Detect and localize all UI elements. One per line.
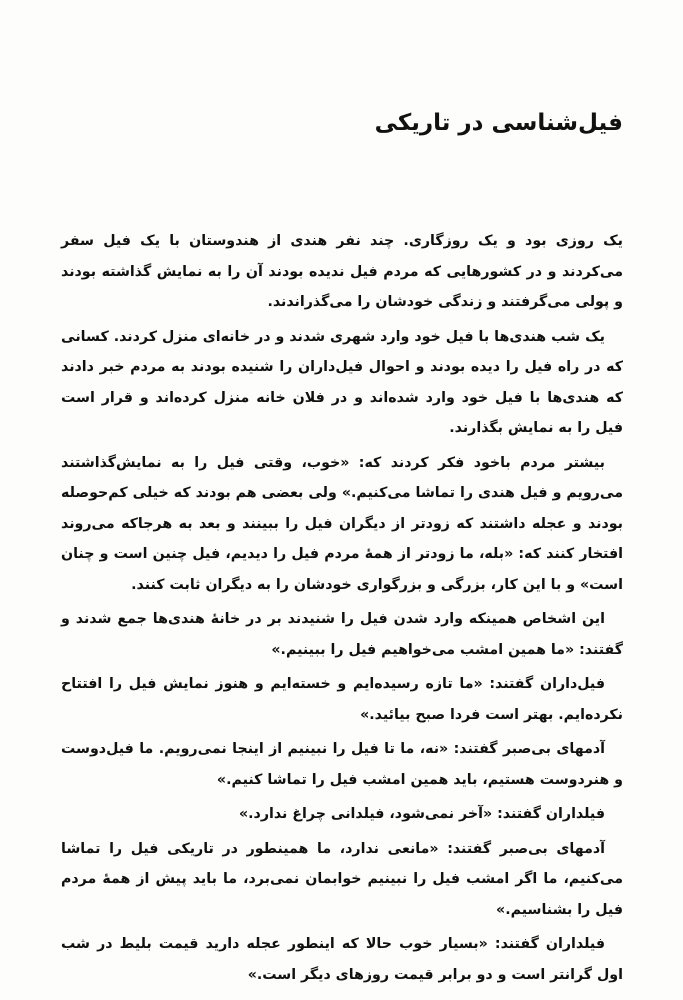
paragraph: آدمهای بی‌صبر گفتند: «مانعی ندارد، ما همینطور در تاریکی فیل را تماشا می‌کنیم، ما اگر امشب فیل را نبینیم خوابمان نمی‌برد، ما باید پیش از همهٔ مردم فیل را بشناسیم.» [61,840,623,918]
story-body [61,226,623,994]
page-title: فیل‌شناسی در تاریکی [374,110,623,136]
paragraph: فیلداران گفتند: «بسیار خوب حالا که اینطور عجله دارید قیمت بلیط در شب اول گرانتر است و دو برابر قیمت روزهای دیگر است.» [61,936,623,983]
paragraph: فیلداران گفتند: «آخر نمی‌شود، فیلدانی چراغ ندارد.» [238,806,605,822]
paragraph: فیل‌داران گفتند: «ما تازه رسیده‌ایم و خسته‌ایم و هنوز نمایش فیل را افتتاح نکرده‌ایم. بهتر است فردا صبح بیائید.» [61,676,623,723]
paragraph: یک شب هندی‌ها با فیل خود وارد شهری شدند و در خانه‌ای منزل کردند. کسانی که در راه فیل را دیده بودند و احوال فیل‌داران را شنیده بودند به مردم خبر دادند که هندی‌ها با فیل خود وارد شده‌اند و در فلان خانه منزل کرده‌اند و قرار است فیل را به نمایش بگذارند. [61,328,623,436]
paragraph: یک روزی بود و یک روزگاری. چند نفر هندی از هندوستان با یک فیل سفر می‌کردند و در کشورهایی که مردم فیل ندیده بودند آن را به نمایش گذاشته بودند و پولی می‌گرفتند و زندگی خودشان را می‌گذراندند. [61,233,623,310]
paragraph: این اشخاص همینکه وارد شدن فیل را شنیدند بر در خانهٔ هندی‌ها جمع شدند و گفتند: «ما همین امشب می‌خواهیم فیل را ببینیم.» [61,611,623,658]
paragraph: آدمهای بی‌صبر گفتند: «نه، ما تا فیل را نبینیم از اینجا نمی‌رویم. ما فیل‌دوست و هنردوست هستیم، باید همین امشب فیل را تماشا کنیم.» [61,741,623,788]
paragraph: بیشتر مردم باخود فکر کردند که: «خوب، وقتی فیل را به نمایش‌گذاشتند می‌رویم و فیل هندی را تماشا می‌کنیم.» ولی بعضی هم بودند که خیلی کم‌حوصله بودند و عجله داشتند که زودتر از دیگران فیل را ببینند و بعد به هرجاکه می‌روند افتخار کنند که: «بله، ما زودتر از همهٔ مردم فیل را دیدیم، فیل چنین است و چنان است» و با این کار، بزرگی و بزرگواری خودشان را به دیگران ثابت کنند. [61,454,623,593]
